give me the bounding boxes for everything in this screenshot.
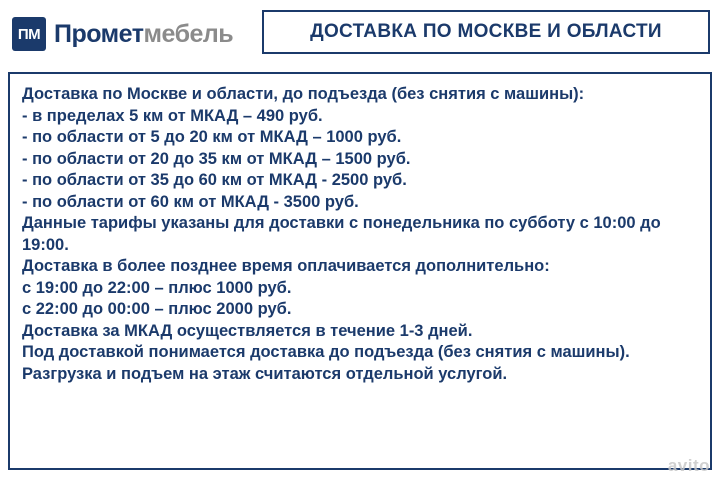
brand-name (54, 19, 234, 48)
delivery-terms-line: Доставка за МКАД осуществляется в течение 1-3 дней. (22, 321, 473, 340)
brand-name-secondary: мебель (143, 19, 234, 48)
delivery-terms-line: с 22:00 до 00:00 – плюс 2000 руб. (22, 300, 292, 318)
delivery-terms-line: - в пределах 5 км от МКАД – 490 руб. (22, 106, 323, 125)
delivery-terms-list (22, 84, 698, 385)
page-title: ДОСТАВКА ПО МОСКВЕ И ОБЛАСТИ (310, 21, 662, 42)
delivery-terms-panel (8, 72, 712, 470)
page-header (0, 0, 720, 64)
delivery-terms-line: Доставка по Москве и области, до подъезда (без снятия с машины): (22, 85, 585, 103)
logo-monogram-icon (12, 17, 46, 51)
delivery-terms-line: с 19:00 до 22:00 – плюс 1000 руб. (22, 278, 292, 297)
watermark: avito (667, 456, 710, 475)
delivery-terms-line: Доставка в более позднее время оплачивается дополнительно: (22, 257, 550, 275)
delivery-terms-line: - по области от 5 до 20 км от МКАД – 1000 руб. (22, 128, 402, 146)
delivery-terms-line: - по области от 35 до 60 км от МКАД - 2500 руб. (22, 171, 407, 189)
logo-monogram-text: ПМ (17, 25, 41, 43)
delivery-terms-line: - по области от 20 до 35 км от МКАД – 1500 руб. (22, 149, 411, 168)
delivery-terms-line: - по области от 60 км от МКАД - 3500 руб. (22, 192, 359, 211)
brand-logo (8, 14, 248, 54)
brand-name-primary: Промет (54, 19, 144, 48)
delivery-terms-line: Данные тарифы указаны для доставки с понедельника по субботу с 10:00 до 19:00. (22, 214, 666, 254)
page-title-box (262, 10, 710, 54)
delivery-terms-line: Под доставкой понимается доставка до подъезда (без снятия с машины). Разгрузка и подъем на этаж считаются отдельной услугой. (22, 343, 635, 383)
